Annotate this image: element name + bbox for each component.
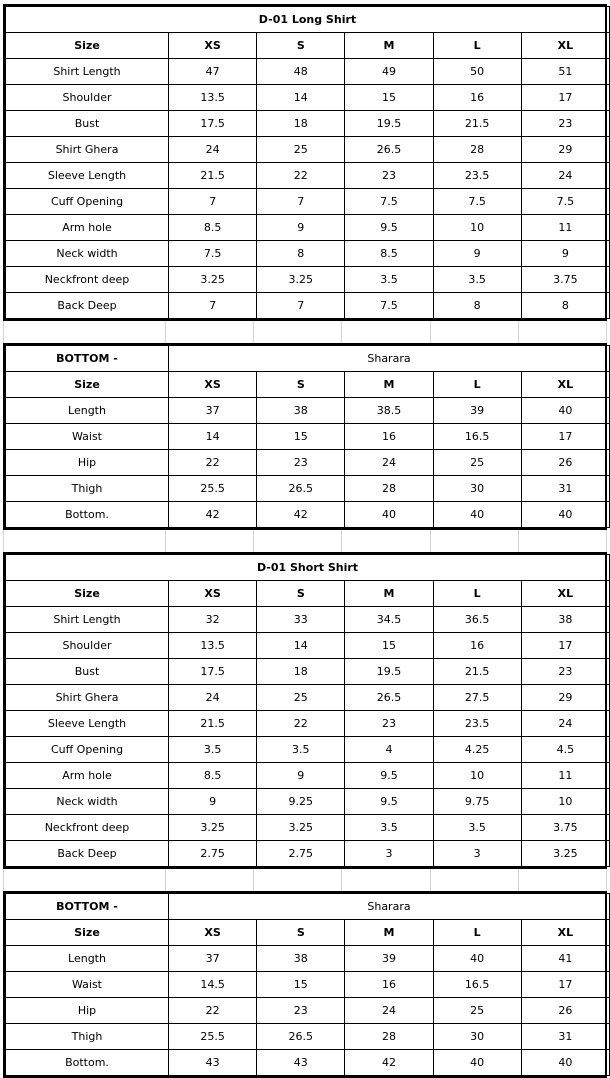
measurement-value: 7 (169, 189, 257, 215)
measurement-value: 23 (521, 111, 609, 137)
measurement-value: 8.5 (169, 215, 257, 241)
size-header-s: S (257, 33, 345, 59)
measurement-value: 3 (433, 841, 521, 867)
table-row (6, 607, 610, 633)
measurement-value: 7.5 (169, 241, 257, 267)
measurement-value: 30 (433, 1024, 521, 1050)
measurement-value: 15 (345, 85, 433, 111)
size-header-xs: XS (169, 372, 257, 398)
measurement-value: 7 (257, 293, 345, 319)
measurement-label: Back Deep (6, 841, 169, 867)
size-header-xs: XS (169, 33, 257, 59)
measurement-value: 9 (257, 763, 345, 789)
measurement-value: 42 (257, 502, 345, 528)
table-row (6, 241, 610, 267)
measurement-value: 17.5 (169, 659, 257, 685)
table-row (6, 841, 610, 867)
measurement-value: 25 (433, 450, 521, 476)
size-column-header: Size (6, 372, 169, 398)
measurement-value: 3.75 (521, 815, 609, 841)
table-row (6, 137, 610, 163)
measurement-value: 23 (345, 711, 433, 737)
table-row (6, 815, 610, 841)
table-title: BOTTOM - (6, 346, 169, 372)
measurement-value: 21.5 (433, 659, 521, 685)
measurement-value: 21.5 (169, 163, 257, 189)
measurement-label: Shirt Length (6, 59, 169, 85)
table-row (6, 189, 610, 215)
table-row (6, 763, 610, 789)
size-header-xl: XL (521, 372, 609, 398)
size-header-row (6, 920, 610, 946)
measurement-value: 9.75 (433, 789, 521, 815)
shirt-size-table (3, 552, 607, 869)
measurement-value: 26.5 (257, 1024, 345, 1050)
size-header-xl: XL (521, 920, 609, 946)
measurement-value: 22 (257, 163, 345, 189)
measurement-value: 24 (169, 137, 257, 163)
table-row (6, 59, 610, 85)
spreadsheet-gridlines (3, 869, 607, 891)
measurement-value: 7.5 (521, 189, 609, 215)
measurement-value: 8 (257, 241, 345, 267)
size-header-l: L (433, 581, 521, 607)
measurement-value: 25 (257, 137, 345, 163)
measurement-value: 2.75 (257, 841, 345, 867)
measurement-value: 24 (345, 998, 433, 1024)
table-row (6, 398, 610, 424)
measurement-value: 25.5 (169, 1024, 257, 1050)
table-title-row (6, 894, 610, 920)
measurement-value: 36.5 (433, 607, 521, 633)
measurement-value: 18 (257, 111, 345, 137)
measurement-value: 10 (433, 215, 521, 241)
measurement-value: 25 (257, 685, 345, 711)
size-header-m: M (345, 920, 433, 946)
table-row (6, 1050, 610, 1076)
measurement-value: 9 (169, 789, 257, 815)
measurement-label: Shirt Ghera (6, 137, 169, 163)
measurement-value: 8.5 (169, 763, 257, 789)
measurement-value: 51 (521, 59, 609, 85)
measurement-value: 3.25 (169, 267, 257, 293)
measurement-label: Neck width (6, 241, 169, 267)
table-row (6, 789, 610, 815)
measurement-value: 14.5 (169, 972, 257, 998)
measurement-label: Bust (6, 659, 169, 685)
measurement-value: 8 (521, 293, 609, 319)
measurement-value: 9.25 (257, 789, 345, 815)
measurement-value: 14 (169, 424, 257, 450)
measurement-value: 7 (169, 293, 257, 319)
measurement-label: Neckfront deep (6, 267, 169, 293)
measurement-value: 31 (521, 1024, 609, 1050)
table-row (6, 267, 610, 293)
measurement-label: Cuff Opening (6, 189, 169, 215)
measurement-value: 15 (257, 424, 345, 450)
measurement-value: 9.5 (345, 789, 433, 815)
table-spacer (3, 321, 607, 343)
size-header-l: L (433, 372, 521, 398)
table-title-row (6, 555, 610, 581)
measurement-value: 23.5 (433, 163, 521, 189)
measurement-value: 11 (521, 763, 609, 789)
measurement-value: 17 (521, 424, 609, 450)
measurement-label: Waist (6, 424, 169, 450)
measurement-value: 4 (345, 737, 433, 763)
measurement-value: 24 (345, 450, 433, 476)
measurement-label: Bust (6, 111, 169, 137)
bottom-size-table (3, 891, 607, 1078)
size-header-row (6, 581, 610, 607)
measurement-value: 15 (257, 972, 345, 998)
table-row (6, 293, 610, 319)
measurement-value: 17 (521, 85, 609, 111)
measurement-label: Back Deep (6, 293, 169, 319)
measurement-value: 16 (345, 972, 433, 998)
measurement-value: 16 (345, 424, 433, 450)
size-header-s: S (257, 920, 345, 946)
table-row (6, 163, 610, 189)
measurement-value: 3.5 (257, 737, 345, 763)
measurement-value: 13.5 (169, 85, 257, 111)
measurement-value: 43 (169, 1050, 257, 1076)
measurement-value: 43 (257, 1050, 345, 1076)
measurement-value: 9 (521, 241, 609, 267)
measurement-value: 17.5 (169, 111, 257, 137)
measurement-value: 14 (257, 633, 345, 659)
measurement-value: 9.5 (345, 215, 433, 241)
size-header-xl: XL (521, 581, 609, 607)
measurement-value: 14 (257, 85, 345, 111)
measurement-value: 37 (169, 398, 257, 424)
measurement-value: 25 (433, 998, 521, 1024)
table-row (6, 1024, 610, 1050)
measurement-label: Waist (6, 972, 169, 998)
measurement-value: 21.5 (169, 711, 257, 737)
measurement-value: 4.5 (521, 737, 609, 763)
measurement-value: 7.5 (345, 293, 433, 319)
measurement-value: 48 (257, 59, 345, 85)
measurement-value: 40 (345, 502, 433, 528)
measurement-value: 22 (257, 711, 345, 737)
measurement-label: Length (6, 946, 169, 972)
measurement-value: 38 (257, 946, 345, 972)
measurement-label: Thigh (6, 476, 169, 502)
measurement-value: 28 (433, 137, 521, 163)
table-row (6, 215, 610, 241)
size-header-s: S (257, 581, 345, 607)
measurement-value: 25.5 (169, 476, 257, 502)
measurement-value: 29 (521, 137, 609, 163)
measurement-value: 16 (433, 85, 521, 111)
measurement-value: 28 (345, 476, 433, 502)
table-title-row (6, 7, 610, 33)
shirt-size-table (3, 4, 607, 321)
size-header-m: M (345, 372, 433, 398)
size-header-m: M (345, 581, 433, 607)
measurement-label: Sleeve Length (6, 711, 169, 737)
measurement-value: 15 (345, 633, 433, 659)
measurement-label: Shoulder (6, 85, 169, 111)
table-title: D-01 Short Shirt (6, 555, 610, 581)
table-row (6, 711, 610, 737)
measurement-value: 7.5 (433, 189, 521, 215)
measurement-value: 23 (345, 163, 433, 189)
measurement-value: 17 (521, 633, 609, 659)
measurement-value: 34.5 (345, 607, 433, 633)
measurement-value: 40 (521, 398, 609, 424)
measurement-value: 19.5 (345, 111, 433, 137)
measurement-value: 26 (521, 998, 609, 1024)
measurement-value: 3.25 (169, 815, 257, 841)
measurement-value: 47 (169, 59, 257, 85)
table-row (6, 659, 610, 685)
measurement-value: 13.5 (169, 633, 257, 659)
measurement-value: 16.5 (433, 424, 521, 450)
measurement-value: 23.5 (433, 711, 521, 737)
measurement-value: 50 (433, 59, 521, 85)
measurement-label: Shoulder (6, 633, 169, 659)
size-header-row (6, 33, 610, 59)
size-chart-sheet (3, 4, 607, 1078)
table-row (6, 633, 610, 659)
table-row (6, 85, 610, 111)
table-row (6, 946, 610, 972)
measurement-label: Bottom. (6, 1050, 169, 1076)
measurement-value: 8 (433, 293, 521, 319)
measurement-value: 39 (345, 946, 433, 972)
spreadsheet-gridlines (3, 321, 607, 343)
measurement-table (5, 554, 610, 867)
measurement-label: Arm hole (6, 215, 169, 241)
measurement-label: Neck width (6, 789, 169, 815)
measurement-value: 3.5 (169, 737, 257, 763)
measurement-label: Length (6, 398, 169, 424)
measurement-value: 3.5 (345, 267, 433, 293)
measurement-label: Bottom. (6, 502, 169, 528)
size-column-header: Size (6, 33, 169, 59)
measurement-value: 27.5 (433, 685, 521, 711)
size-column-header: Size (6, 581, 169, 607)
table-spacer (3, 530, 607, 552)
measurement-value: 24 (521, 163, 609, 189)
table-title: D-01 Long Shirt (6, 7, 610, 33)
measurement-value: 16 (433, 633, 521, 659)
size-header-l: L (433, 920, 521, 946)
table-row (6, 737, 610, 763)
table-row (6, 424, 610, 450)
measurement-value: 3.25 (257, 267, 345, 293)
measurement-value: 40 (433, 946, 521, 972)
measurement-value: 7 (257, 189, 345, 215)
measurement-value: 33 (257, 607, 345, 633)
measurement-value: 3.75 (521, 267, 609, 293)
measurement-value: 39 (433, 398, 521, 424)
measurement-label: Shirt Ghera (6, 685, 169, 711)
measurement-value: 3.25 (257, 815, 345, 841)
measurement-table (5, 893, 610, 1076)
size-header-l: L (433, 33, 521, 59)
measurement-value: 29 (521, 685, 609, 711)
measurement-value: 40 (521, 502, 609, 528)
measurement-value: 31 (521, 476, 609, 502)
measurement-value: 10 (433, 763, 521, 789)
table-row (6, 450, 610, 476)
size-header-row (6, 372, 610, 398)
measurement-value: 4.25 (433, 737, 521, 763)
table-title: BOTTOM - (6, 894, 169, 920)
measurement-value: 40 (521, 1050, 609, 1076)
measurement-label: Arm hole (6, 763, 169, 789)
measurement-value: 40 (433, 502, 521, 528)
size-header-m: M (345, 33, 433, 59)
measurement-label: Hip (6, 998, 169, 1024)
size-header-xs: XS (169, 920, 257, 946)
size-header-s: S (257, 372, 345, 398)
measurement-value: 16.5 (433, 972, 521, 998)
measurement-value: 9.5 (345, 763, 433, 789)
size-header-xs: XS (169, 581, 257, 607)
measurement-value: 7.5 (345, 189, 433, 215)
measurement-value: 38.5 (345, 398, 433, 424)
measurement-value: 3.5 (433, 815, 521, 841)
bottom-size-table (3, 343, 607, 530)
measurement-value: 22 (169, 998, 257, 1024)
measurement-value: 17 (521, 972, 609, 998)
measurement-label: Thigh (6, 1024, 169, 1050)
measurement-value: 23 (257, 998, 345, 1024)
bottom-style-name: Sharara (169, 894, 610, 920)
measurement-value: 28 (345, 1024, 433, 1050)
measurement-value: 26 (521, 450, 609, 476)
measurement-value: 2.75 (169, 841, 257, 867)
table-row (6, 502, 610, 528)
measurement-label: Cuff Opening (6, 737, 169, 763)
measurement-table (5, 345, 610, 528)
measurement-value: 37 (169, 946, 257, 972)
measurement-value: 49 (345, 59, 433, 85)
measurement-value: 9 (257, 215, 345, 241)
measurement-value: 26.5 (345, 137, 433, 163)
measurement-value: 19.5 (345, 659, 433, 685)
measurement-value: 42 (345, 1050, 433, 1076)
measurement-label: Hip (6, 450, 169, 476)
measurement-value: 18 (257, 659, 345, 685)
measurement-value: 10 (521, 789, 609, 815)
measurement-value: 3.5 (345, 815, 433, 841)
table-row (6, 476, 610, 502)
measurement-value: 40 (433, 1050, 521, 1076)
measurement-value: 38 (257, 398, 345, 424)
size-header-xl: XL (521, 33, 609, 59)
measurement-value: 11 (521, 215, 609, 241)
measurement-value: 26.5 (257, 476, 345, 502)
bottom-style-name: Sharara (169, 346, 610, 372)
measurement-label: Neckfront deep (6, 815, 169, 841)
table-row (6, 998, 610, 1024)
measurement-value: 42 (169, 502, 257, 528)
measurement-value: 8.5 (345, 241, 433, 267)
measurement-value: 3 (345, 841, 433, 867)
spreadsheet-gridlines (3, 530, 607, 552)
measurement-value: 22 (169, 450, 257, 476)
measurement-value: 38 (521, 607, 609, 633)
measurement-value: 26.5 (345, 685, 433, 711)
measurement-label: Shirt Length (6, 607, 169, 633)
size-column-header: Size (6, 920, 169, 946)
measurement-table (5, 6, 610, 319)
measurement-value: 23 (257, 450, 345, 476)
measurement-value: 23 (521, 659, 609, 685)
measurement-value: 32 (169, 607, 257, 633)
measurement-value: 9 (433, 241, 521, 267)
measurement-value: 41 (521, 946, 609, 972)
table-row (6, 972, 610, 998)
measurement-value: 24 (169, 685, 257, 711)
table-title-row (6, 346, 610, 372)
measurement-value: 30 (433, 476, 521, 502)
measurement-value: 3.25 (521, 841, 609, 867)
measurement-value: 24 (521, 711, 609, 737)
measurement-label: Sleeve Length (6, 163, 169, 189)
measurement-value: 21.5 (433, 111, 521, 137)
table-row (6, 111, 610, 137)
measurement-value: 3.5 (433, 267, 521, 293)
table-row (6, 685, 610, 711)
table-spacer (3, 869, 607, 891)
